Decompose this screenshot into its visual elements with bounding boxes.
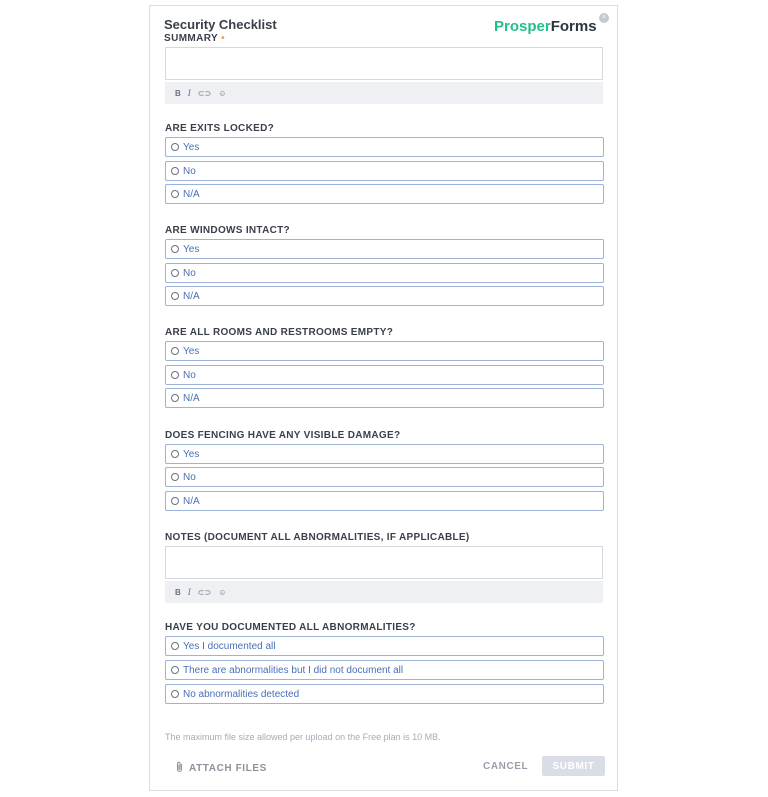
option-exits-yes[interactable]	[165, 137, 604, 157]
option-fencing-na[interactable]	[165, 491, 604, 511]
close-icon[interactable]: ×	[599, 13, 609, 23]
option-label: Yes	[183, 243, 200, 255]
option-windows-yes[interactable]	[165, 239, 604, 259]
summary-input[interactable]	[165, 47, 603, 80]
radio-icon	[171, 269, 179, 277]
question-documented-all: HAVE YOU DOCUMENTED ALL ABNORMALITIES?	[165, 622, 416, 633]
option-label: Yes	[183, 141, 200, 153]
radio-icon	[171, 666, 179, 674]
form-card	[149, 5, 618, 791]
option-label: Yes I documented all	[183, 640, 276, 652]
radio-icon	[171, 642, 179, 650]
option-label: No	[183, 471, 196, 483]
radio-icon	[171, 245, 179, 253]
attach-files-button[interactable]	[175, 761, 267, 776]
radio-icon	[171, 143, 179, 151]
question-rooms-empty: ARE ALL ROOMS AND RESTROOMS EMPTY?	[165, 327, 394, 338]
radio-icon	[171, 690, 179, 698]
radio-icon	[171, 167, 179, 175]
notes-toolbar	[165, 581, 603, 603]
italic-icon[interactable]: I	[187, 587, 191, 597]
option-label: Yes	[183, 345, 200, 357]
option-windows-no[interactable]	[165, 263, 604, 283]
file-size-note: The maximum file size allowed per upload on the Free plan is 10 MB.	[165, 732, 441, 742]
notes-label: NOTES (DOCUMENT ALL ABNORMALITIES, IF APPLICABLE)	[165, 532, 470, 543]
link-icon[interactable]: ⊂⊃	[197, 587, 212, 597]
option-label: No	[183, 267, 196, 279]
logo-prosper: Prosper	[494, 18, 551, 35]
question-exits-locked: ARE EXITS LOCKED?	[165, 123, 274, 134]
option-label: N/A	[183, 290, 200, 302]
option-label: No	[183, 165, 196, 177]
summary-label	[164, 33, 277, 44]
option-documented-yes[interactable]	[165, 636, 604, 656]
option-label: Yes	[183, 448, 200, 460]
attach-files-label: ATTACH FILES	[189, 763, 267, 774]
link-icon[interactable]: ⊂⊃	[197, 88, 212, 98]
emoji-icon[interactable]: ☺	[218, 88, 227, 98]
option-label: No	[183, 369, 196, 381]
option-rooms-no[interactable]	[165, 365, 604, 385]
option-windows-na[interactable]	[165, 286, 604, 306]
required-marker: •	[221, 33, 226, 44]
option-fencing-no[interactable]	[165, 467, 604, 487]
radio-icon	[171, 473, 179, 481]
submit-button[interactable]: SUBMIT	[542, 756, 605, 776]
bold-icon[interactable]: B	[175, 587, 181, 597]
option-exits-no[interactable]	[165, 161, 604, 181]
option-fencing-yes[interactable]	[165, 444, 604, 464]
cancel-button[interactable]: CANCEL	[483, 761, 529, 772]
option-label: N/A	[183, 188, 200, 200]
option-rooms-na[interactable]	[165, 388, 604, 408]
bold-icon[interactable]: B	[175, 88, 181, 98]
paperclip-icon	[175, 761, 184, 776]
option-exits-na[interactable]	[165, 184, 604, 204]
summary-toolbar	[165, 82, 603, 104]
question-fencing-damage: DOES FENCING HAVE ANY VISIBLE DAMAGE?	[165, 430, 401, 441]
option-label: There are abnormalities but I did not document all	[183, 664, 404, 676]
option-label: No abnormalities detected	[183, 688, 300, 700]
option-label: N/A	[183, 495, 200, 507]
option-rooms-yes[interactable]	[165, 341, 604, 361]
option-documented-partial[interactable]	[165, 660, 604, 680]
form-header	[164, 17, 277, 44]
summary-label-text: SUMMARY	[164, 33, 219, 44]
radio-icon	[171, 190, 179, 198]
radio-icon	[171, 371, 179, 379]
option-label: N/A	[183, 392, 200, 404]
radio-icon	[171, 347, 179, 355]
radio-icon	[171, 450, 179, 458]
emoji-icon[interactable]: ☺	[218, 587, 227, 597]
italic-icon[interactable]: I	[187, 88, 191, 98]
question-windows-intact: ARE WINDOWS INTACT?	[165, 225, 290, 236]
logo-forms: Forms	[550, 18, 597, 35]
radio-icon	[171, 497, 179, 505]
option-no-abnormalities[interactable]	[165, 684, 604, 704]
notes-input[interactable]	[165, 546, 603, 579]
radio-icon	[171, 394, 179, 402]
form-title: Security Checklist	[164, 17, 277, 32]
prosperforms-logo	[494, 18, 597, 35]
radio-icon	[171, 292, 179, 300]
